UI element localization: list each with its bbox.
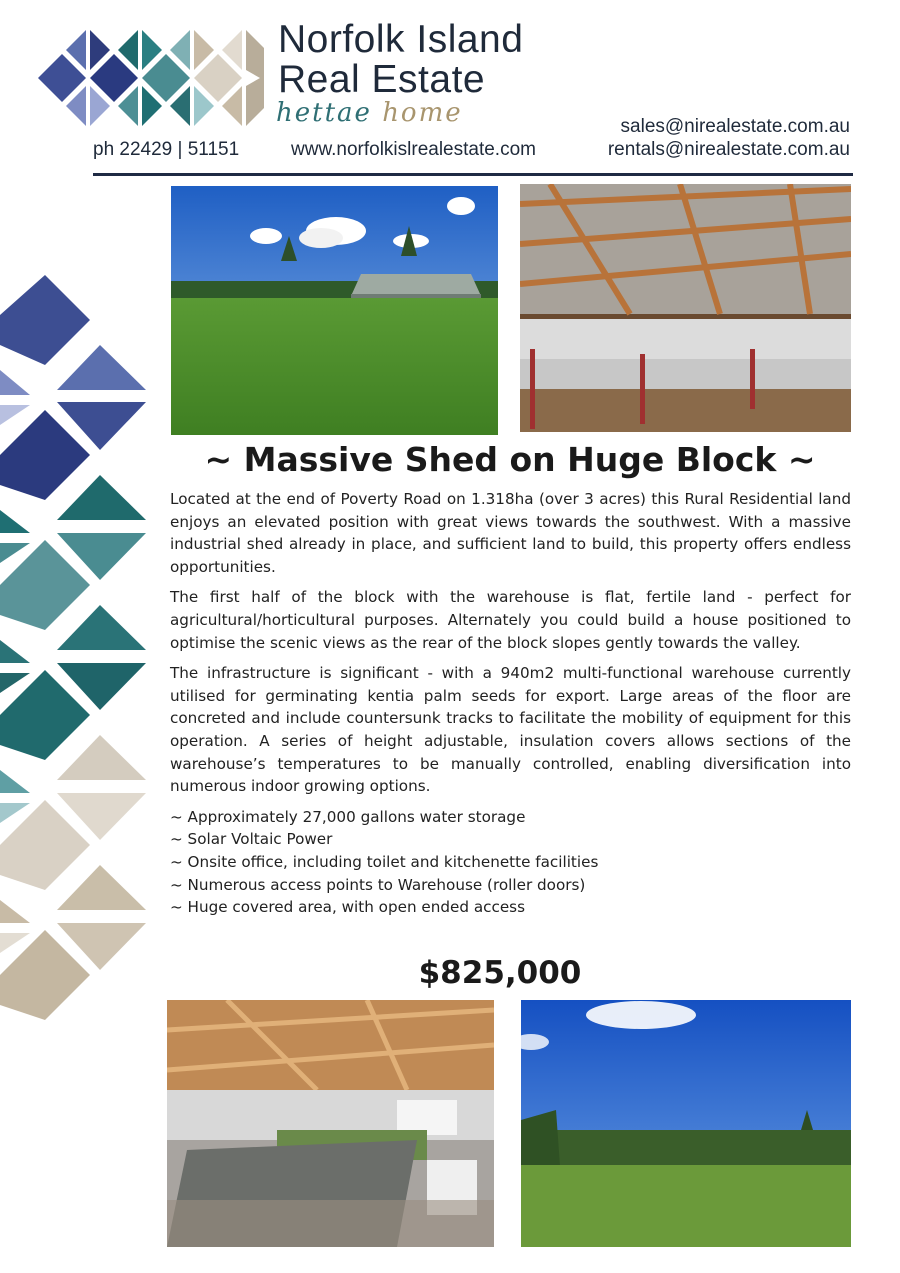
brand-tagline	[276, 98, 463, 128]
sales-email-link[interactable]: sales@nirealestate.com.au	[620, 116, 850, 137]
description-paragraph-3: The infrastructure is significant - with a 940m2 multi-functional warehouse currently utilised for germinating kentia palm seeds for export. Large areas of the floor are concreted and include countersunk tracks to facilitate the mobility of equipment for this operation. A series of height adjustable, insulation covers allows sections of the warehouse’s temperatures to be manually controlled, enabling diversification into numerous indoor growing options.	[170, 664, 851, 796]
photo-warehouse-interior	[520, 184, 851, 432]
description-paragraph-2: The first half of the block with the warehouse is flat, fertile land - perfect for agricultural/horticultural purposes. Alternately you could build a house positioned to optimise the scenic views as the rear of the block slopes gently towards the valley.	[170, 588, 851, 652]
feature-item: ~ Numerous access points to Warehouse (roller doors)	[170, 875, 586, 894]
logo-mosaic-icon	[38, 30, 264, 126]
photo-land-view	[521, 1000, 851, 1247]
feature-item: ~ Solar Voltaic Power	[170, 830, 333, 849]
tagline-part2: home	[382, 98, 463, 128]
brand-name-line2: Real Estate	[278, 58, 486, 101]
feature-item: ~ Approximately 27,000 gallons water storage	[170, 807, 526, 826]
phone-number: ph 22429 | 51151	[93, 139, 240, 160]
feature-item: ~ Onsite office, including toilet and kitchenette facilities	[170, 852, 599, 871]
feature-item: ~ Huge covered area, with open ended access	[170, 898, 526, 917]
feature-list	[170, 806, 851, 919]
listing-headline: ~ Massive Shed on Huge Block ~	[204, 440, 816, 479]
tagline-part1: hettae	[276, 98, 372, 128]
rentals-email-link[interactable]: rentals@nirealestate.com.au	[607, 139, 850, 160]
photo-germination-benches	[167, 1000, 494, 1247]
website-link[interactable]: www.norfolkislrealestate.com	[291, 139, 536, 160]
listing-description	[170, 488, 851, 919]
header-divider	[93, 173, 853, 176]
photo-shed-exterior	[171, 186, 498, 435]
side-mosaic-icon	[0, 275, 150, 1055]
brand-name-line1: Norfolk Island	[278, 18, 524, 61]
description-paragraph-1: Located at the end of Poverty Road on 1.318ha (over 3 acres) this Rural Residential land enjoys an elevated position with great views towards the southwest. With a massive industrial shed already in place, and sufficient land to build, this property offers endless opportunities.	[170, 490, 851, 576]
listing-price: $825,000	[418, 955, 582, 991]
